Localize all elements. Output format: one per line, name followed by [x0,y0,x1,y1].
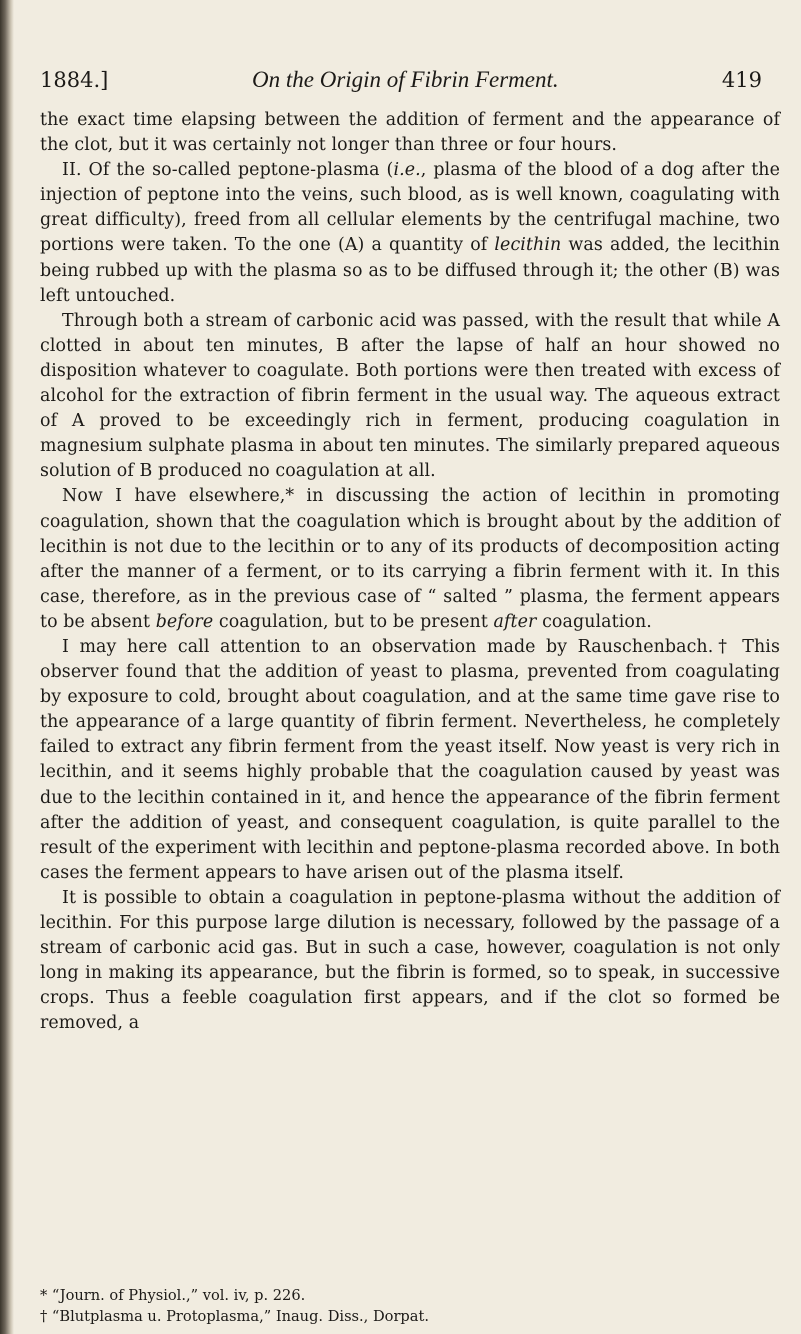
italic-text: before [155,611,214,632]
paragraph [40,484,780,635]
page-number: 419 [721,68,762,92]
paragraph [40,886,780,1037]
text-run: I may here call attention to an observation made by Rauschenbach.† This observer found that the addition of yeast to plasma, prevented from coagulating by exposure to cold, brought about coagulation, and at the same time gave rise to the appearance of a large quantity of fibrin ferment. Nevertheless, he completely failed to extract any fibrin ferment from the yeast itself. Now yeast is very rich in lecithin, and it seems highly probable that the coagulation caused by yeast was due to the lecithin contained in it, and hence the appearance of the fibrin ferment after the addition of yeast, and consequent coagulation, is quite parallel to the result of the experiment with lecithin and peptone-plasma recorded above. In both cases the ferment appears to have arisen out of the plasma itself. [40,636,780,883]
text-run: the exact time elapsing between the addition of ferment and the appearance of the clot, but it was certainly not longer than three or four hours. [40,110,780,156]
italic-text: lecithin [494,235,562,256]
text-run: Through both a stream of carbonic acid was passed, with the result that while A clotted in about ten minutes, B after the lapse of half an hour showed no disposition whatever to coagulate. Both portions were then treated with excess of alcohol for the extraction of fibrin ferment in the usual way. The aqueous extract of A proved to be exceedingly rich in ferment, producing coagulation in magnesium sulphate plasma in about ten minutes. The similarly prepared aqueous solution of B produced no coagulation at all. [40,310,780,482]
paragraph [40,108,780,158]
text-run: coagulation, but to be present [213,611,494,632]
italic-text: after [493,611,537,632]
text-run: coagulation. [536,611,652,632]
paragraph [40,309,780,485]
footnote: * “Journ. of Physiol.,” vol. iv, p. 226. [40,1287,306,1304]
italic-text: i.e. [393,160,421,181]
text-run: was added, the lecithin being rubbed up with the plasma so as to be diffused through it; the other (B) was left untouched. [40,235,780,306]
book-page [40,60,780,1325]
running-header [40,60,780,100]
header-title: On the Origin of Fibrin Ferment. [252,67,559,92]
paragraph [40,635,780,886]
body-text [40,108,780,1036]
paragraph [40,158,780,309]
page-binding-edge [0,0,14,1334]
text-run: II. Of the so-called peptone-plasma ( [62,160,394,181]
text-run: It is possible to obtain a coagulation in peptone-plasma without the addition of lecithin. For this purpose large dilution is necessary, followed by the passage of a stream of carbonic acid gas. But in such a case, however, coagulation is not only long in making its appearance, but the fibrin is formed, so to speak, in successive crops. Thus a feeble coagulation first appears, and if the clot so formed be removed, a [40,887,780,1034]
text-run: Now I have elsewhere,* in discussing the action of lecithin in promoting coagulation, shown that the coagulation which is brought about by the addition of lecithin is not due to the lecithin or to any of its products of decomposition acting after the manner of a ferment, or to its carrying a fibrin ferment with it. In this case, therefore, as in the previous case of “ salted ” plasma, the ferment appears to be absent [40,486,780,632]
header-year: 1884.] [40,68,109,92]
footnotes [40,1285,780,1327]
text-run: , plasma of the blood of a dog after the injection of peptone into the veins, such blood, as is well known, coagulating with great difficulty), freed from all cellular elements by the centrifugal machine, two portions were taken. To the one (A) a quantity of [40,160,780,256]
footnote: † “Blutplasma u. Protoplasma,” Inaug. Diss., Dorpat. [40,1308,429,1325]
